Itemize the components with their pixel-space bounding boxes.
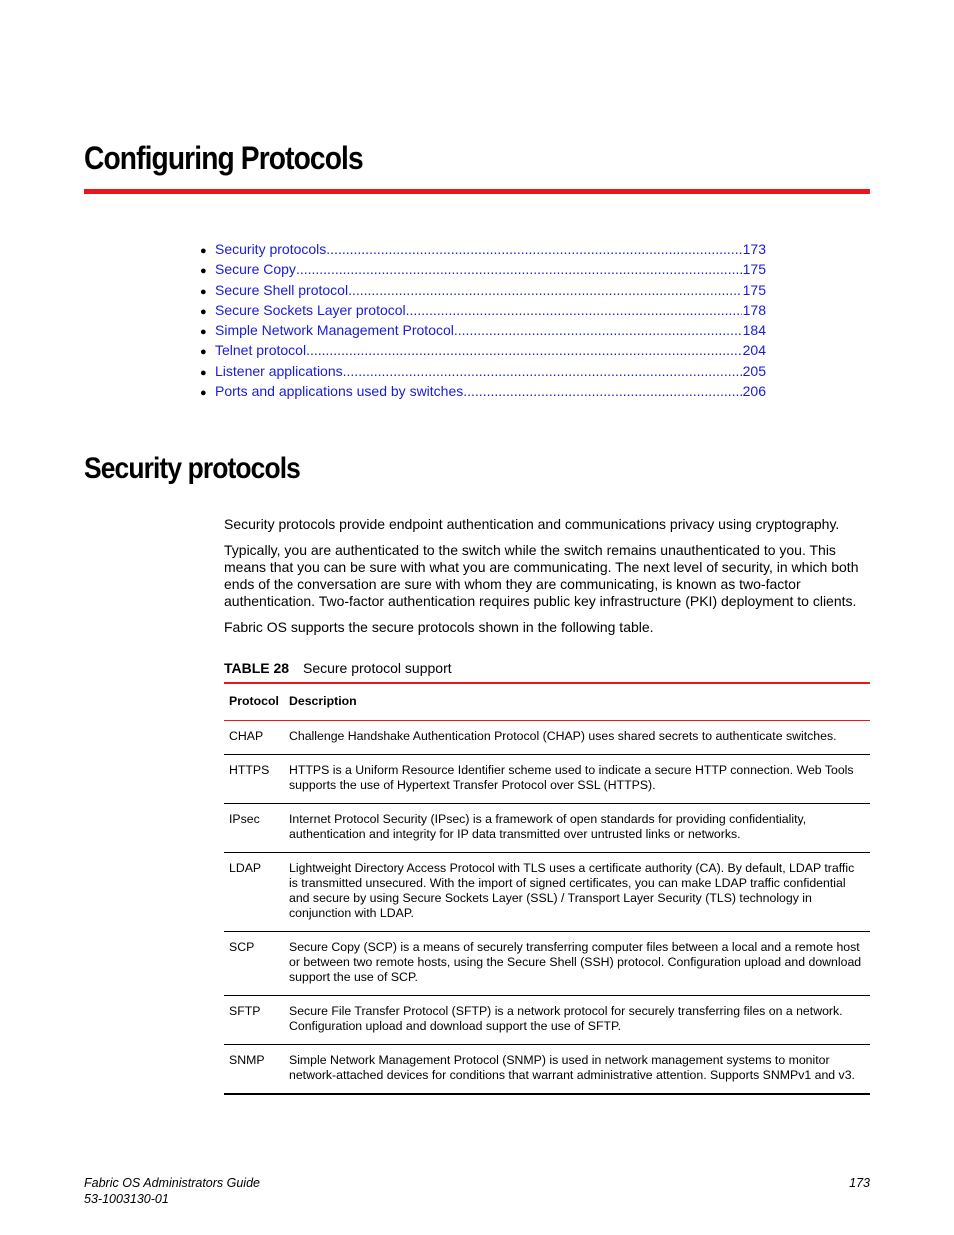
body-paragraph: Fabric OS supports the secure protocols shown in the following table. bbox=[224, 619, 654, 635]
toc-link[interactable] bbox=[215, 381, 766, 401]
protocol-cell: SNMP bbox=[224, 1045, 284, 1095]
footer-page-number: 173 bbox=[849, 1176, 870, 1190]
toc-item bbox=[200, 381, 766, 401]
footer-doc-number: 53-1003130-01 bbox=[84, 1192, 169, 1206]
chapter-title: Configuring Protocols bbox=[84, 140, 363, 176]
table-row bbox=[224, 853, 870, 932]
toc-page-number: 178 bbox=[742, 301, 766, 318]
toc-entry-label: Secure Sockets Layer protocol bbox=[215, 301, 406, 318]
bullet-icon: ● bbox=[200, 326, 207, 339]
table-row bbox=[224, 1045, 870, 1095]
toc-item bbox=[200, 361, 766, 381]
toc-page-number: 184 bbox=[742, 322, 766, 339]
toc-page-number: 175 bbox=[742, 261, 766, 278]
description-cell: Internet Protocol Security (IPsec) is a framework of open standards for providing confidentiality, authentication and integrity for IP data transmitted over untrusted links or networks. bbox=[284, 804, 870, 853]
toc-item bbox=[200, 239, 766, 259]
description-cell: Secure Copy (SCP) is a means of securely transferring computer files between a local and a remote host or between two remote hosts, using the Secure Shell (SSH) protocol. Configuration upload and download support the use of SCP. bbox=[284, 932, 870, 996]
toc-leader-dots bbox=[454, 320, 742, 340]
protocol-cell: CHAP bbox=[224, 721, 284, 755]
toc-entry-label: Simple Network Management Protocol bbox=[215, 322, 454, 339]
protocol-cell: SCP bbox=[224, 932, 284, 996]
toc-item bbox=[200, 340, 766, 360]
protocol-cell: SFTP bbox=[224, 996, 284, 1045]
toc-link[interactable] bbox=[215, 300, 766, 320]
toc-leader-dots bbox=[343, 361, 742, 381]
body-paragraph: Security protocols provide endpoint authentication and communications privacy using cryptography. bbox=[224, 516, 840, 532]
toc-item bbox=[200, 300, 766, 320]
section-body bbox=[224, 516, 870, 645]
table-row bbox=[224, 932, 870, 996]
table-row bbox=[224, 804, 870, 853]
bullet-icon: ● bbox=[200, 346, 207, 359]
footer-doc-title: Fabric OS Administrators Guide bbox=[84, 1176, 260, 1190]
protocol-cell: HTTPS bbox=[224, 755, 284, 804]
protocol-cell: IPsec bbox=[224, 804, 284, 853]
table-caption bbox=[224, 660, 452, 676]
toc-link[interactable] bbox=[215, 340, 766, 360]
bullet-icon: ● bbox=[200, 305, 207, 318]
toc-link[interactable] bbox=[215, 239, 766, 259]
toc-item bbox=[200, 320, 766, 340]
protocol-cell: LDAP bbox=[224, 853, 284, 932]
section-title: Security protocols bbox=[84, 452, 300, 485]
bullet-icon: ● bbox=[200, 285, 207, 298]
column-header-protocol: Protocol bbox=[224, 683, 284, 721]
table-caption-label: TABLE 28 bbox=[224, 660, 290, 676]
footer-doc-info bbox=[84, 1175, 260, 1207]
description-cell: Lightweight Directory Access Protocol with TLS uses a certificate authority (CA). By default, LDAP traffic is transmitted unsecured. With the import of signed certificates, you can make LDAP traffic confidential and secure by using Secure Sockets Layer (SSL) / Transport Layer Security (TLS) technology in conjunction with LDAP. bbox=[284, 853, 870, 932]
description-cell: HTTPS is a Uniform Resource Identifier scheme used to indicate a secure HTTP connection. Web Tools supports the use of Hypertext Transfer Protocol over SSL (HTTPS). bbox=[284, 755, 870, 804]
chapter-toc bbox=[200, 239, 766, 401]
toc-leader-dots bbox=[296, 259, 742, 279]
toc-entry-label: Secure Copy bbox=[215, 261, 296, 278]
toc-entry-label: Ports and applications used by switches bbox=[215, 383, 464, 400]
toc-link[interactable] bbox=[215, 259, 766, 279]
table-row bbox=[224, 755, 870, 804]
toc-leader-dots bbox=[306, 340, 742, 360]
toc-item bbox=[200, 280, 766, 300]
description-cell: Secure File Transfer Protocol (SFTP) is a network protocol for securely transferring files on a network. Configuration upload and download support the use of SFTP. bbox=[284, 996, 870, 1045]
toc-entry-label: Secure Shell protocol bbox=[215, 281, 349, 298]
table-row bbox=[224, 721, 870, 755]
description-cell: Simple Network Management Protocol (SNMP) is used in network management systems to monitor network-attached devices for conditions that warrant administrative attention. Supports SNMPv1 and v3. bbox=[284, 1045, 870, 1095]
table-row bbox=[224, 996, 870, 1045]
secure-protocol-table bbox=[224, 682, 870, 1095]
bullet-icon: ● bbox=[200, 366, 207, 379]
toc-entry-label: Telnet protocol bbox=[215, 342, 307, 359]
table-header-row bbox=[224, 683, 870, 721]
toc-link[interactable] bbox=[215, 320, 766, 340]
toc-link[interactable] bbox=[215, 361, 766, 381]
bullet-icon: ● bbox=[200, 265, 207, 278]
toc-page-number: 204 bbox=[742, 342, 766, 359]
toc-item bbox=[200, 259, 766, 279]
toc-page-number: 205 bbox=[742, 362, 766, 379]
description-cell: Challenge Handshake Authentication Protocol (CHAP) uses shared secrets to authenticate switches. bbox=[284, 721, 870, 755]
toc-leader-dots bbox=[463, 381, 741, 401]
column-header-description: Description bbox=[284, 683, 870, 721]
toc-page-number: 206 bbox=[742, 383, 766, 400]
toc-leader-dots bbox=[406, 300, 742, 320]
toc-link[interactable] bbox=[215, 280, 766, 300]
toc-page-number: 173 bbox=[742, 241, 766, 257]
bullet-icon: ● bbox=[200, 245, 207, 257]
toc-leader-dots bbox=[348, 280, 742, 300]
toc-page-number: 175 bbox=[742, 281, 766, 298]
toc-entry-label: Security protocols bbox=[215, 241, 327, 257]
toc-leader-dots bbox=[326, 239, 741, 259]
body-paragraph: Typically, you are authenticated to the switch while the switch remains unauthenticated to you. This means that you can be sure with what you are communicating. The next level of security, in which both ends of the conversation are sure with whom they are communicating, is known as two-factor authentication. Two-factor authentication requires public key infrastructure (PKI) deployment to clients. bbox=[224, 542, 859, 609]
bullet-icon: ● bbox=[200, 387, 207, 400]
table-body bbox=[224, 721, 870, 1095]
chapter-title-rule bbox=[84, 189, 870, 194]
toc-entry-label: Listener applications bbox=[215, 362, 343, 379]
table-caption-text: Secure protocol support bbox=[302, 660, 452, 676]
